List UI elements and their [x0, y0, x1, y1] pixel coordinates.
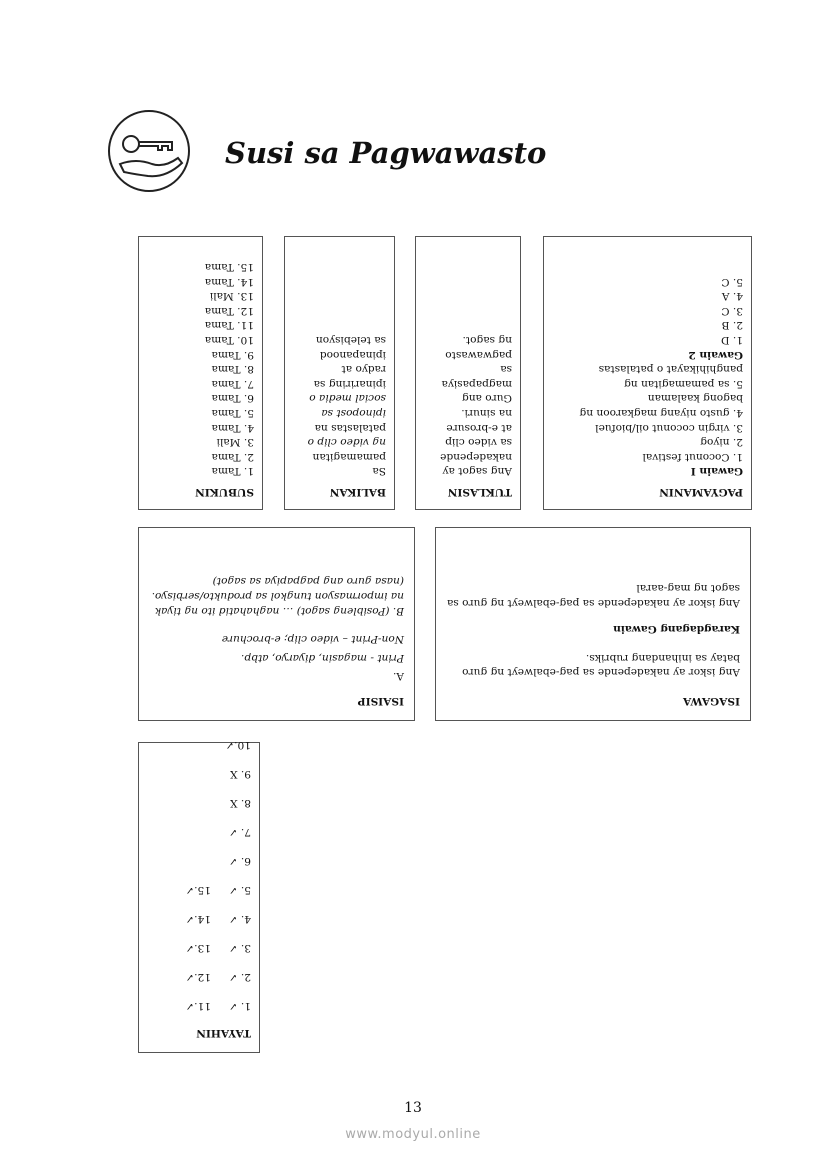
pagyamanin-box [543, 236, 752, 510]
tuklasin-box [415, 236, 521, 510]
answer-row [147, 723, 251, 752]
answer: 14.✓ [185, 913, 211, 926]
page-title: Susi sa Pagwawasto [225, 136, 547, 170]
karagdagang-gawain-text: Ang iskor ay nakadepende sa pag-ebalweyt ng guro sa sagot ng mag-aaral [447, 582, 740, 609]
answer-row [147, 955, 251, 984]
subukin-heading: SUBUKIN [195, 486, 254, 498]
answer: 5. sa pamamagitan ng [624, 377, 743, 390]
answer: 8. Tama [211, 363, 254, 376]
isagawa-box [435, 527, 751, 721]
answer: 13.✓ [185, 942, 211, 955]
answer: 1. Coconut festival [642, 450, 743, 463]
answer: 5. Tama [211, 407, 254, 420]
tayahin-heading: TAYAHIN [196, 1027, 251, 1039]
text-line: Guro ang [461, 392, 512, 405]
answer: 3. ✓ [228, 942, 251, 955]
answer: 2. ✓ [228, 971, 251, 984]
text-line: Ang sagot ay [442, 465, 512, 478]
text-line: pamamagitan [312, 450, 386, 463]
answer: 2. Tama [211, 450, 254, 463]
tayahin-box [138, 739, 260, 1053]
isaisip-box [138, 527, 415, 721]
answer: 10. Tama [204, 334, 254, 347]
text-line: at e-brosure [446, 421, 512, 434]
answer: 7. ✓ [228, 826, 251, 839]
key-in-hand-icon [106, 108, 192, 194]
answer-row [147, 839, 251, 868]
answer-row [147, 781, 251, 810]
answer: 1. Tama [211, 465, 254, 478]
gawain1-title: Gawain I [690, 465, 743, 478]
text-line: ipinapanood [319, 348, 386, 361]
part-a-label: A. [392, 670, 404, 683]
text-line: social media o [309, 392, 386, 405]
text-line: na sinuri. [461, 407, 512, 420]
text-line: ng sagot. [462, 334, 512, 347]
answer: 10.✓ [225, 739, 251, 752]
answer-row [147, 868, 251, 897]
isagawa-heading: ISAGAWA [682, 695, 740, 707]
text-line: ipinariring sa [313, 377, 386, 390]
print-answer: Print - magasin, diyaryo, atbp. [241, 651, 404, 664]
answer: 13. Mali [209, 290, 254, 303]
text-line: ipinopost sa [321, 407, 386, 420]
nonprint-answer: Non-Print – video clip; e-brochure [221, 633, 404, 646]
answer: 15. Tama [204, 261, 254, 274]
text-line: sa [500, 363, 512, 376]
answer: 12.✓ [185, 971, 211, 984]
answer: 15.✓ [185, 884, 211, 897]
gawain2-title: Gawain 2 [688, 348, 743, 361]
answer-row [147, 984, 251, 1013]
text-line: nakadepende [440, 450, 512, 463]
pagyamanin-heading: PAGYAMANIN [659, 486, 743, 498]
text-line: magpapasiya [441, 377, 512, 390]
answer: 4. ✓ [228, 913, 251, 926]
answer-row [147, 926, 251, 955]
answer: 4. Tama [211, 421, 254, 434]
answer: 12. Tama [204, 304, 254, 317]
answer-row [147, 810, 251, 839]
subukin-box [138, 236, 263, 510]
answer: 3. virgin coconut oil/biofuel [595, 421, 743, 434]
answer-row [147, 752, 251, 781]
answer: 6. ✓ [228, 855, 251, 868]
isaisip-heading: ISAISIP [357, 695, 404, 707]
balikan-heading: BALIKAN [329, 486, 386, 498]
text-line: radyo at [341, 363, 386, 376]
text-line: sa video clip [445, 436, 512, 449]
watermark: www.modyul.online [345, 1127, 481, 1142]
answer: 3. C [721, 304, 743, 317]
answer: 9. X [229, 768, 251, 781]
text-line: patalastas na [314, 421, 386, 434]
text-line: ng video clip o [307, 436, 386, 449]
answer-row [147, 897, 251, 926]
answer: 2. niyog [700, 436, 743, 449]
answer: 11.✓ [185, 1000, 211, 1013]
answer: 7. Tama [211, 377, 254, 390]
answer: 4. A [721, 290, 743, 303]
answer: 1. D [721, 334, 743, 347]
answer: 2. B [721, 319, 743, 332]
answer: bagong kaalaman [647, 392, 743, 405]
answer: 6. Tama [211, 392, 254, 405]
answer: 9. Tama [211, 348, 254, 361]
answer: panghihikayat o patalastas [598, 363, 743, 376]
answer: 4. gusto niyang magkaroon ng [579, 407, 743, 420]
part-b-answer: B. (Posibleng sagot) … naghahatid ito ng tiyak na impormasyon tungkol sa produkto/serbisyo. (nasa guro ang pagpapiya sa sagot) [151, 575, 404, 617]
karagdagang-gawain-heading: Karagdagang Gawain [613, 623, 740, 636]
text-line: Sa [372, 465, 386, 478]
text-line: sa telebisyon [315, 334, 386, 347]
balikan-box [284, 236, 395, 510]
text-line: pagwawasto [445, 348, 512, 361]
answer: 5. ✓ [228, 884, 251, 897]
answer: 1. ✓ [228, 1000, 251, 1013]
answer: 14. Tama [204, 275, 254, 288]
answer: 8. X [229, 797, 251, 810]
isagawa-text: Ang iskor ay nakadepende sa pag-ebalweyt ng guro batay sa inihandang rubriks. [462, 651, 740, 679]
page-number: 13 [404, 1100, 422, 1116]
answer: 11. Tama [204, 319, 254, 332]
answer: 3. Mali [216, 436, 254, 449]
answer: 5. C [721, 275, 743, 288]
tuklasin-heading: TUKLASIN [447, 486, 512, 498]
